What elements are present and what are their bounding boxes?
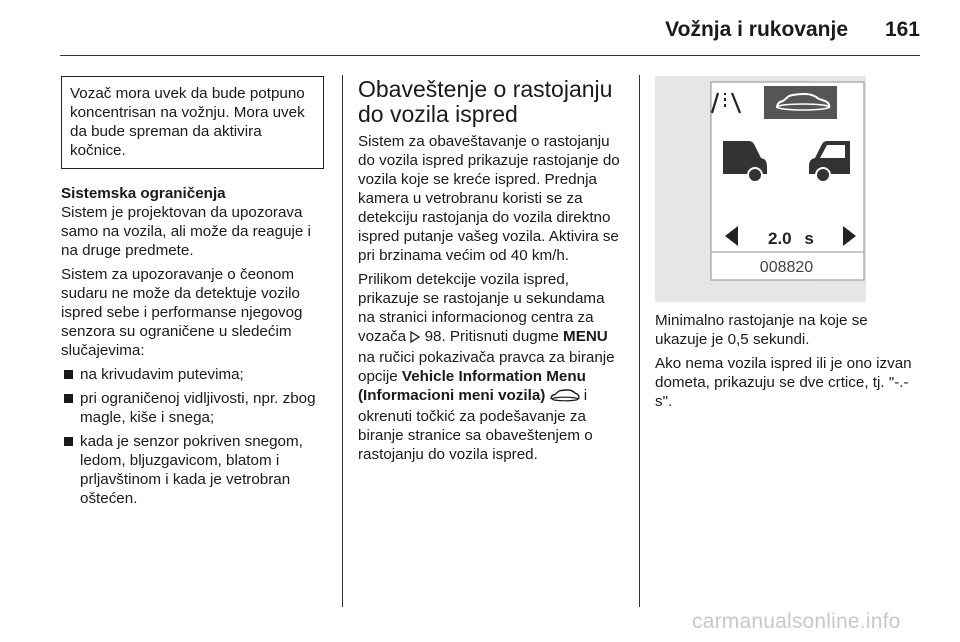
list-item: na krivudavim putevima; <box>61 365 324 384</box>
menu-button-label: MENU <box>563 328 608 345</box>
distance-readout <box>768 229 814 249</box>
limits-text-2: Sistem za upozoravanje o čeonom sudaru ne može da detektuje vozilo ispred sebe i performanse njegovog senzora su ograničene u sledećim slučajevima: <box>61 266 303 359</box>
distance-value: 2.0 <box>768 229 792 248</box>
limits-text: Sistem je projektovan da upozorava samo na vozila, ali može da reaguje i na druge predmete. <box>61 204 311 259</box>
list-item: pri ograničenoj vidljivosti, npr. zbog magle, kiše i snega; <box>61 389 324 427</box>
page-header <box>0 18 960 48</box>
section-para-1: Sistem za obaveštavanje o rastojanju do vozila ispred prikazuje rastojanje do vozila koje se kreće ispred. Prednja kamera u vetrobranu koristi se za detekciju rastojanja do vozila direktno ispred putanje vašeg vozila. Aktivira se pri brzinama većim od 40 km/h. <box>358 133 620 264</box>
page-number: 161 <box>884 18 920 41</box>
bullet-icon <box>64 370 73 379</box>
limits-list <box>61 365 324 508</box>
no-vehicle-text: Ako nema vozila ispred ili je ono izvan dometa, prikazuju se dve crtice, tj. "-.- s". <box>655 355 912 410</box>
column-2 <box>358 76 624 469</box>
min-distance-text: Minimalno rastojanje na koje se ukazuje je 0,5 sekundi. <box>655 312 868 348</box>
vehicle-info-menu-label: Vehicle Information Menu (Informacioni meni vozila) <box>358 368 586 404</box>
section-para-2: Prilikom detekcije vozila ispred, prikazuje se rastojanje u sekundama na stranici informacionog centra za vozača 98. Pritisnuti dugme MENU na ručici pokazivača pravca za biranje opcije Vehicle Information Menu (Informacioni meni vozila) i okrenuti točkić za podešavanje za biranje stranice sa obaveštenjem o rastojanju do vozila ispred. <box>358 271 615 463</box>
column-divider-1 <box>342 75 343 607</box>
warning-box <box>61 76 324 169</box>
distance-unit: s <box>804 229 814 248</box>
bullet-icon <box>64 394 73 403</box>
warning-text: Vozač mora uvek da bude potpuno koncentrisan na vožnju. Mora uvek da bude spreman da aktivira kočnice. <box>70 85 305 159</box>
watermark: carmanualsonline.info <box>692 610 901 633</box>
figure-code: 008820 <box>759 259 814 276</box>
column-divider-2 <box>639 75 640 607</box>
display-panel <box>655 76 866 302</box>
page-title: Vožnja i rukovanje <box>665 18 848 41</box>
section-heading: Obaveštenje o rastojanju do vozila ispred <box>358 76 613 127</box>
car-icon <box>550 388 580 407</box>
page-reference-icon <box>410 329 420 348</box>
limits-heading: Sistemska ograničenja <box>61 185 226 202</box>
header-rule <box>60 55 920 56</box>
bullet-icon <box>64 437 73 446</box>
list-item: kada je senzor pokriven snegom, ledom, bljuzgavicom, blatom i prljavštinom i kada je vetrobran oštećen. <box>61 432 324 508</box>
column-1 <box>61 76 324 513</box>
